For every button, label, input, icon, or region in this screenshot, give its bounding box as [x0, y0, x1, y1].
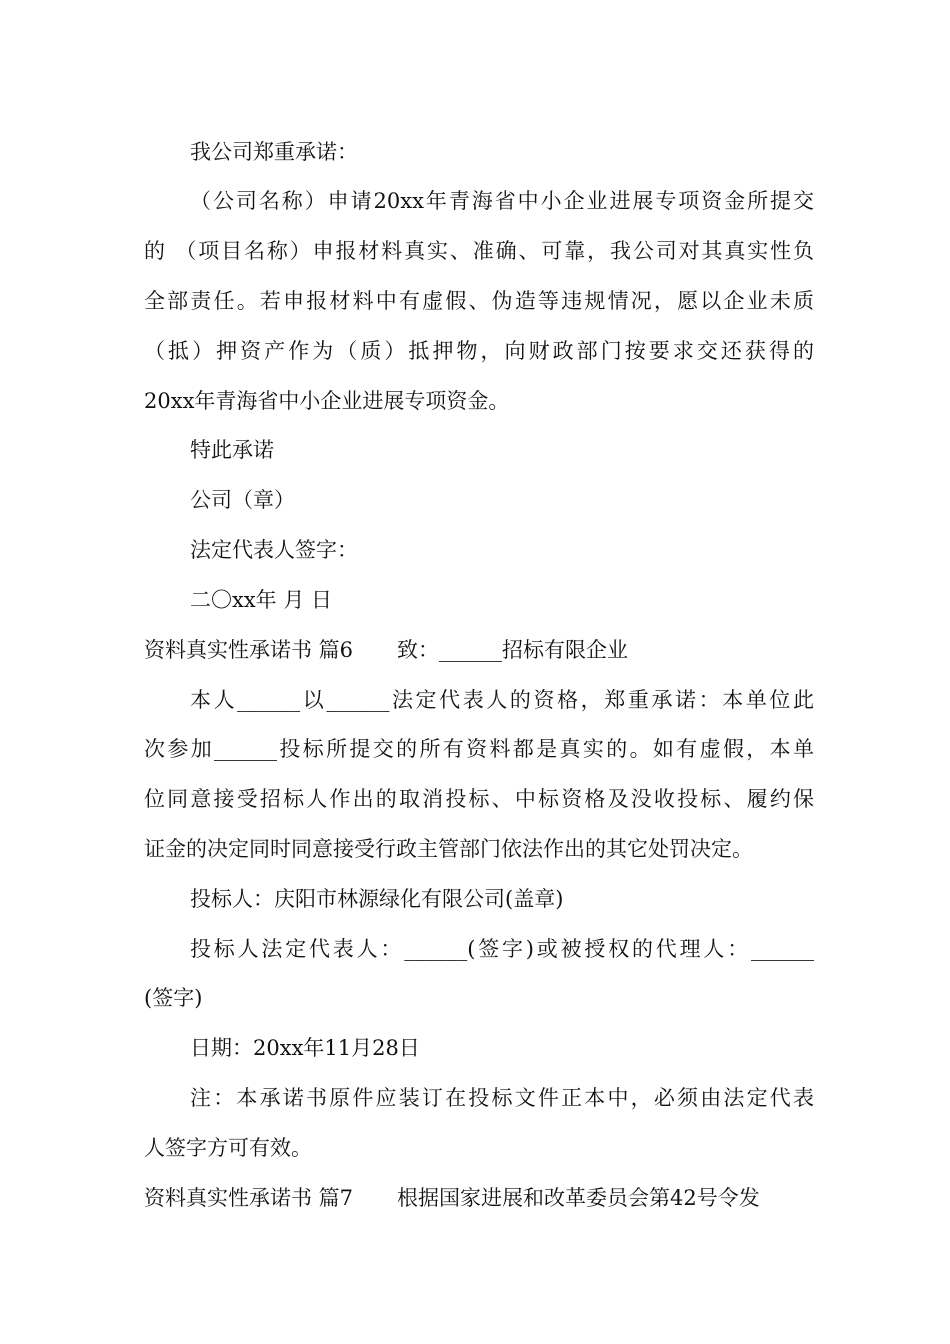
section-title: 资料真实性承诺书 篇6 — [144, 638, 354, 662]
section-heading-6 — [144, 632, 814, 668]
paragraph-line: （抵）押资产作为（质）抵押物，向财政部门按要求交还获得的 — [144, 339, 814, 363]
paragraph-line: 证金的决定同时同意接受行政主管部门依法作出的其它处罚决定。 — [144, 837, 753, 861]
paragraph-line: (签字) — [144, 986, 203, 1010]
paragraph-line: 法定代表人签字： — [190, 538, 358, 562]
paragraph-line: 本人______以______法定代表人的资格，郑重承诺：本单位此 — [190, 688, 814, 712]
paragraph-line: 全部责任。若申报材料中有虚假、伪造等违规情况，愿以企业未质 — [144, 289, 814, 313]
paragraph-line: 的 （项目名称）申报材料真实、准确、可靠，我公司对其真实性负 — [144, 239, 814, 263]
section-title: 资料真实性承诺书 篇7 — [144, 1186, 354, 1210]
paragraph-line: 20xx年青海省中小企业进展专项资金。 — [144, 389, 510, 413]
paragraph-line: 特此承诺 — [190, 438, 274, 462]
paragraph-line: （公司名称）申请20xx年青海省中小企业进展专项资金所提交 — [190, 189, 814, 213]
paragraph-line: 投标人法定代表人：______(签字)或被授权的代理人：______ — [190, 937, 814, 961]
paragraph-line: 日期：20xx年11月28日 — [190, 1036, 420, 1060]
section-text: 致：______招标有限企业 — [397, 638, 629, 662]
paragraph-line: 公司（章） — [190, 488, 295, 512]
paragraph-line: 二〇xx年 月 日 — [190, 588, 333, 612]
paragraph-line: 人签字方可有效。 — [144, 1136, 312, 1160]
paragraph-line: 我公司郑重承诺： — [190, 140, 358, 164]
paragraph-line: 位同意接受招标人作出的取消投标、中标资格及没收投标、履约保 — [144, 787, 814, 811]
paragraph-line: 次参加______投标所提交的所有资料都是真实的。如有虚假，本单 — [144, 737, 814, 761]
paragraph-line: 投标人：庆阳市林源绿化有限公司(盖章) — [190, 887, 564, 911]
paragraph-line: 注：本承诺书原件应装订在投标文件正本中，必须由法定代表 — [190, 1086, 814, 1110]
section-text: 根据国家进展和改革委员会第42号令发 — [397, 1186, 760, 1210]
section-heading-7 — [144, 1180, 814, 1216]
